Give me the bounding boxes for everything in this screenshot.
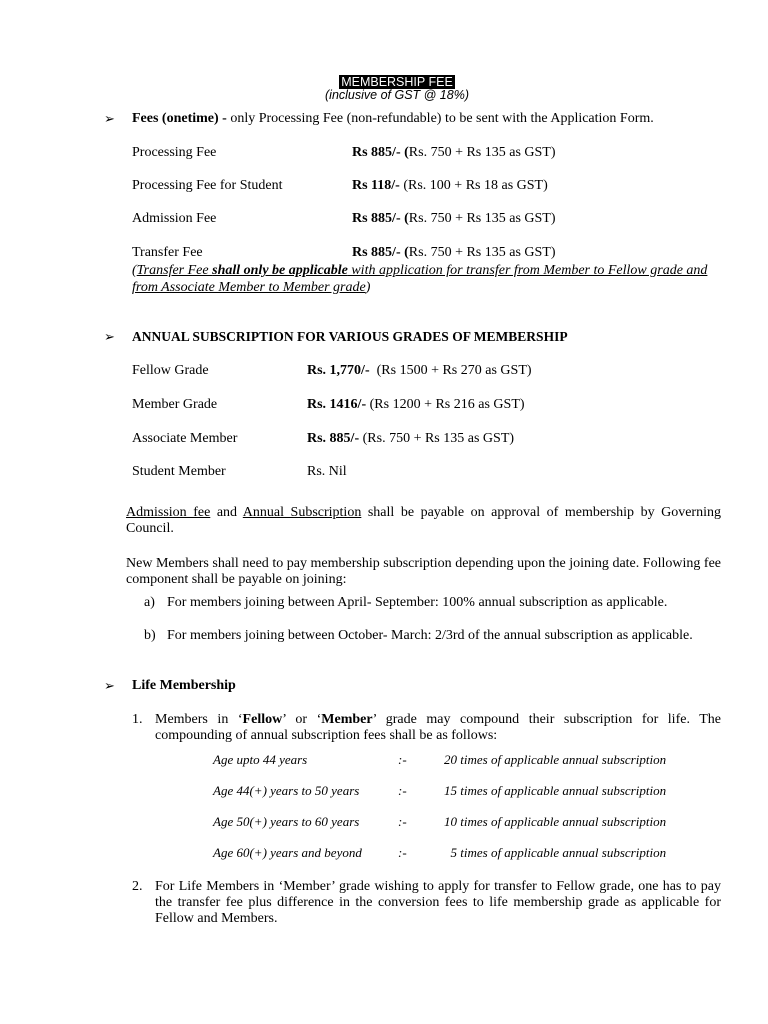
age-band: Age upto 44 years <box>213 752 308 767</box>
life-text-part: ’ or ‘ <box>282 712 322 727</box>
life-text-part: ’ grade may compound their subscription for life. The compounding of annual subscription fees shall be as follows: <box>155 712 722 743</box>
fee-amount <box>352 211 556 227</box>
grade-amount <box>307 363 532 379</box>
list-marker: 2. <box>132 879 143 894</box>
transfer-fee-note <box>132 262 722 296</box>
list-marker: b) <box>144 628 156 643</box>
arrow-bullet-icon: ➢ <box>104 111 115 126</box>
grade-label: Student Member <box>132 464 226 479</box>
page-subtitle: (inclusive of GST @ 18%) <box>325 88 469 102</box>
arrow-bullet-icon: ➢ <box>104 329 115 344</box>
list-item: For members joining between April- September: 100% annual subscription as applicable. <box>167 595 668 610</box>
fees-heading <box>132 111 654 127</box>
grade-detail: Rs. Nil <box>307 464 347 479</box>
note-bold: shall only be applicable <box>212 263 348 278</box>
member-term: Member <box>321 712 373 727</box>
list-item: For members joining between October- March: 2/3rd of the annual subscription as applicable. <box>167 628 693 643</box>
annual-heading: ANNUAL SUBSCRIPTION FOR VARIOUS GRADES OF MEMBERSHIP <box>132 329 568 344</box>
note-part: Transfer Fee <box>136 263 213 278</box>
grade-label: Associate Member <box>132 431 238 446</box>
fee-detail: (Rs. 100 + Rs 18 as GST) <box>399 178 548 193</box>
fee-label: Processing Fee <box>132 145 217 160</box>
grade-amount-bold: Rs. 1,770/- <box>307 363 370 378</box>
age-separator: :- <box>398 783 407 798</box>
page-title <box>0 73 768 89</box>
fellow-term: Fellow <box>242 712 283 727</box>
fee-detail: Rs. 750 + Rs 135 as GST) <box>408 245 556 260</box>
age-separator: :- <box>398 814 407 829</box>
approval-rest: shall be payable on approval of membership by Governing Council. <box>126 505 721 536</box>
fee-amount-bold: Rs 118/- <box>352 178 400 193</box>
grade-detail: (Rs. 750 + Rs 135 as GST) <box>359 431 515 446</box>
life-item-1 <box>155 712 721 744</box>
age-multiplier: 10 times of applicable annual subscription <box>444 814 667 829</box>
grade-amount-bold: Rs. 1416/- <box>307 397 367 412</box>
fees-heading-rest: only Processing Fee (non-refundable) to be sent with the Application Form. <box>226 111 654 126</box>
approval-paragraph <box>126 505 721 537</box>
life-item-2: For Life Members in ‘Member’ grade wishing to apply for transfer to Fellow grade, one has to pay the transfer fee plus difference in the conversion fees to life membership grade as applicable for Fellow and Members. <box>155 879 721 926</box>
fee-amount-bold: Rs 885/- ( <box>352 145 409 160</box>
note-part: with application for transfer from Member to Fellow grade and from Associate Member to Member grade <box>132 263 708 295</box>
list-marker: a) <box>144 595 155 610</box>
grade-detail: (Rs 1500 + Rs 270 as GST) <box>369 363 532 378</box>
age-multiplier: 5 times of applicable annual subscription <box>444 845 667 860</box>
annual-subscription-term: Annual Subscription <box>242 505 362 520</box>
grade-label: Member Grade <box>132 397 218 412</box>
list-marker: 1. <box>132 712 143 727</box>
fee-detail: Rs. 750 + Rs 135 as GST) <box>408 145 556 160</box>
note-paren: ( <box>132 263 137 278</box>
fees-heading-bold: Fees (onetime) - <box>132 111 227 126</box>
age-multiplier: 15 times of applicable annual subscription <box>444 783 667 798</box>
grade-amount <box>307 431 514 447</box>
fee-label: Processing Fee for Student <box>132 178 283 193</box>
title-text: MEMBERSHIP FEE <box>341 75 453 89</box>
grade-detail: (Rs 1200 + Rs 216 as GST) <box>366 397 525 412</box>
age-separator: :- <box>398 845 407 860</box>
fee-amount <box>352 145 556 161</box>
life-heading: Life Membership <box>132 678 236 693</box>
grade-amount <box>307 464 347 480</box>
admission-fee-term: Admission fee <box>126 505 211 520</box>
grade-amount-bold: Rs. 885/- <box>307 431 360 446</box>
grade-label: Fellow Grade <box>132 363 209 378</box>
life-text-part: Members in ‘ <box>155 712 243 727</box>
fee-amount <box>352 245 556 261</box>
fee-amount-bold: Rs 885/- ( <box>352 211 409 226</box>
fee-detail: Rs. 750 + Rs 135 as GST) <box>408 211 556 226</box>
note-paren: ) <box>365 280 371 295</box>
new-members-paragraph: New Members shall need to pay membership subscription depending upon the joining date. Following fee component shall be payable on joining: <box>126 556 721 587</box>
age-multiplier: 20 times of applicable annual subscription <box>444 752 667 767</box>
fee-amount <box>352 178 548 194</box>
approval-and: and <box>210 505 243 520</box>
arrow-bullet-icon: ➢ <box>104 678 115 693</box>
age-band: Age 50(+) years to 60 years <box>213 814 360 829</box>
age-band: Age 44(+) years to 50 years <box>213 783 360 798</box>
fee-label: Transfer Fee <box>132 245 203 260</box>
age-band: Age 60(+) years and beyond <box>213 845 362 860</box>
grade-amount <box>307 397 525 413</box>
age-separator: :- <box>398 752 407 767</box>
note-underlined <box>132 263 707 295</box>
fee-label: Admission Fee <box>132 211 217 226</box>
fee-amount-bold: Rs 885/- ( <box>352 245 409 260</box>
